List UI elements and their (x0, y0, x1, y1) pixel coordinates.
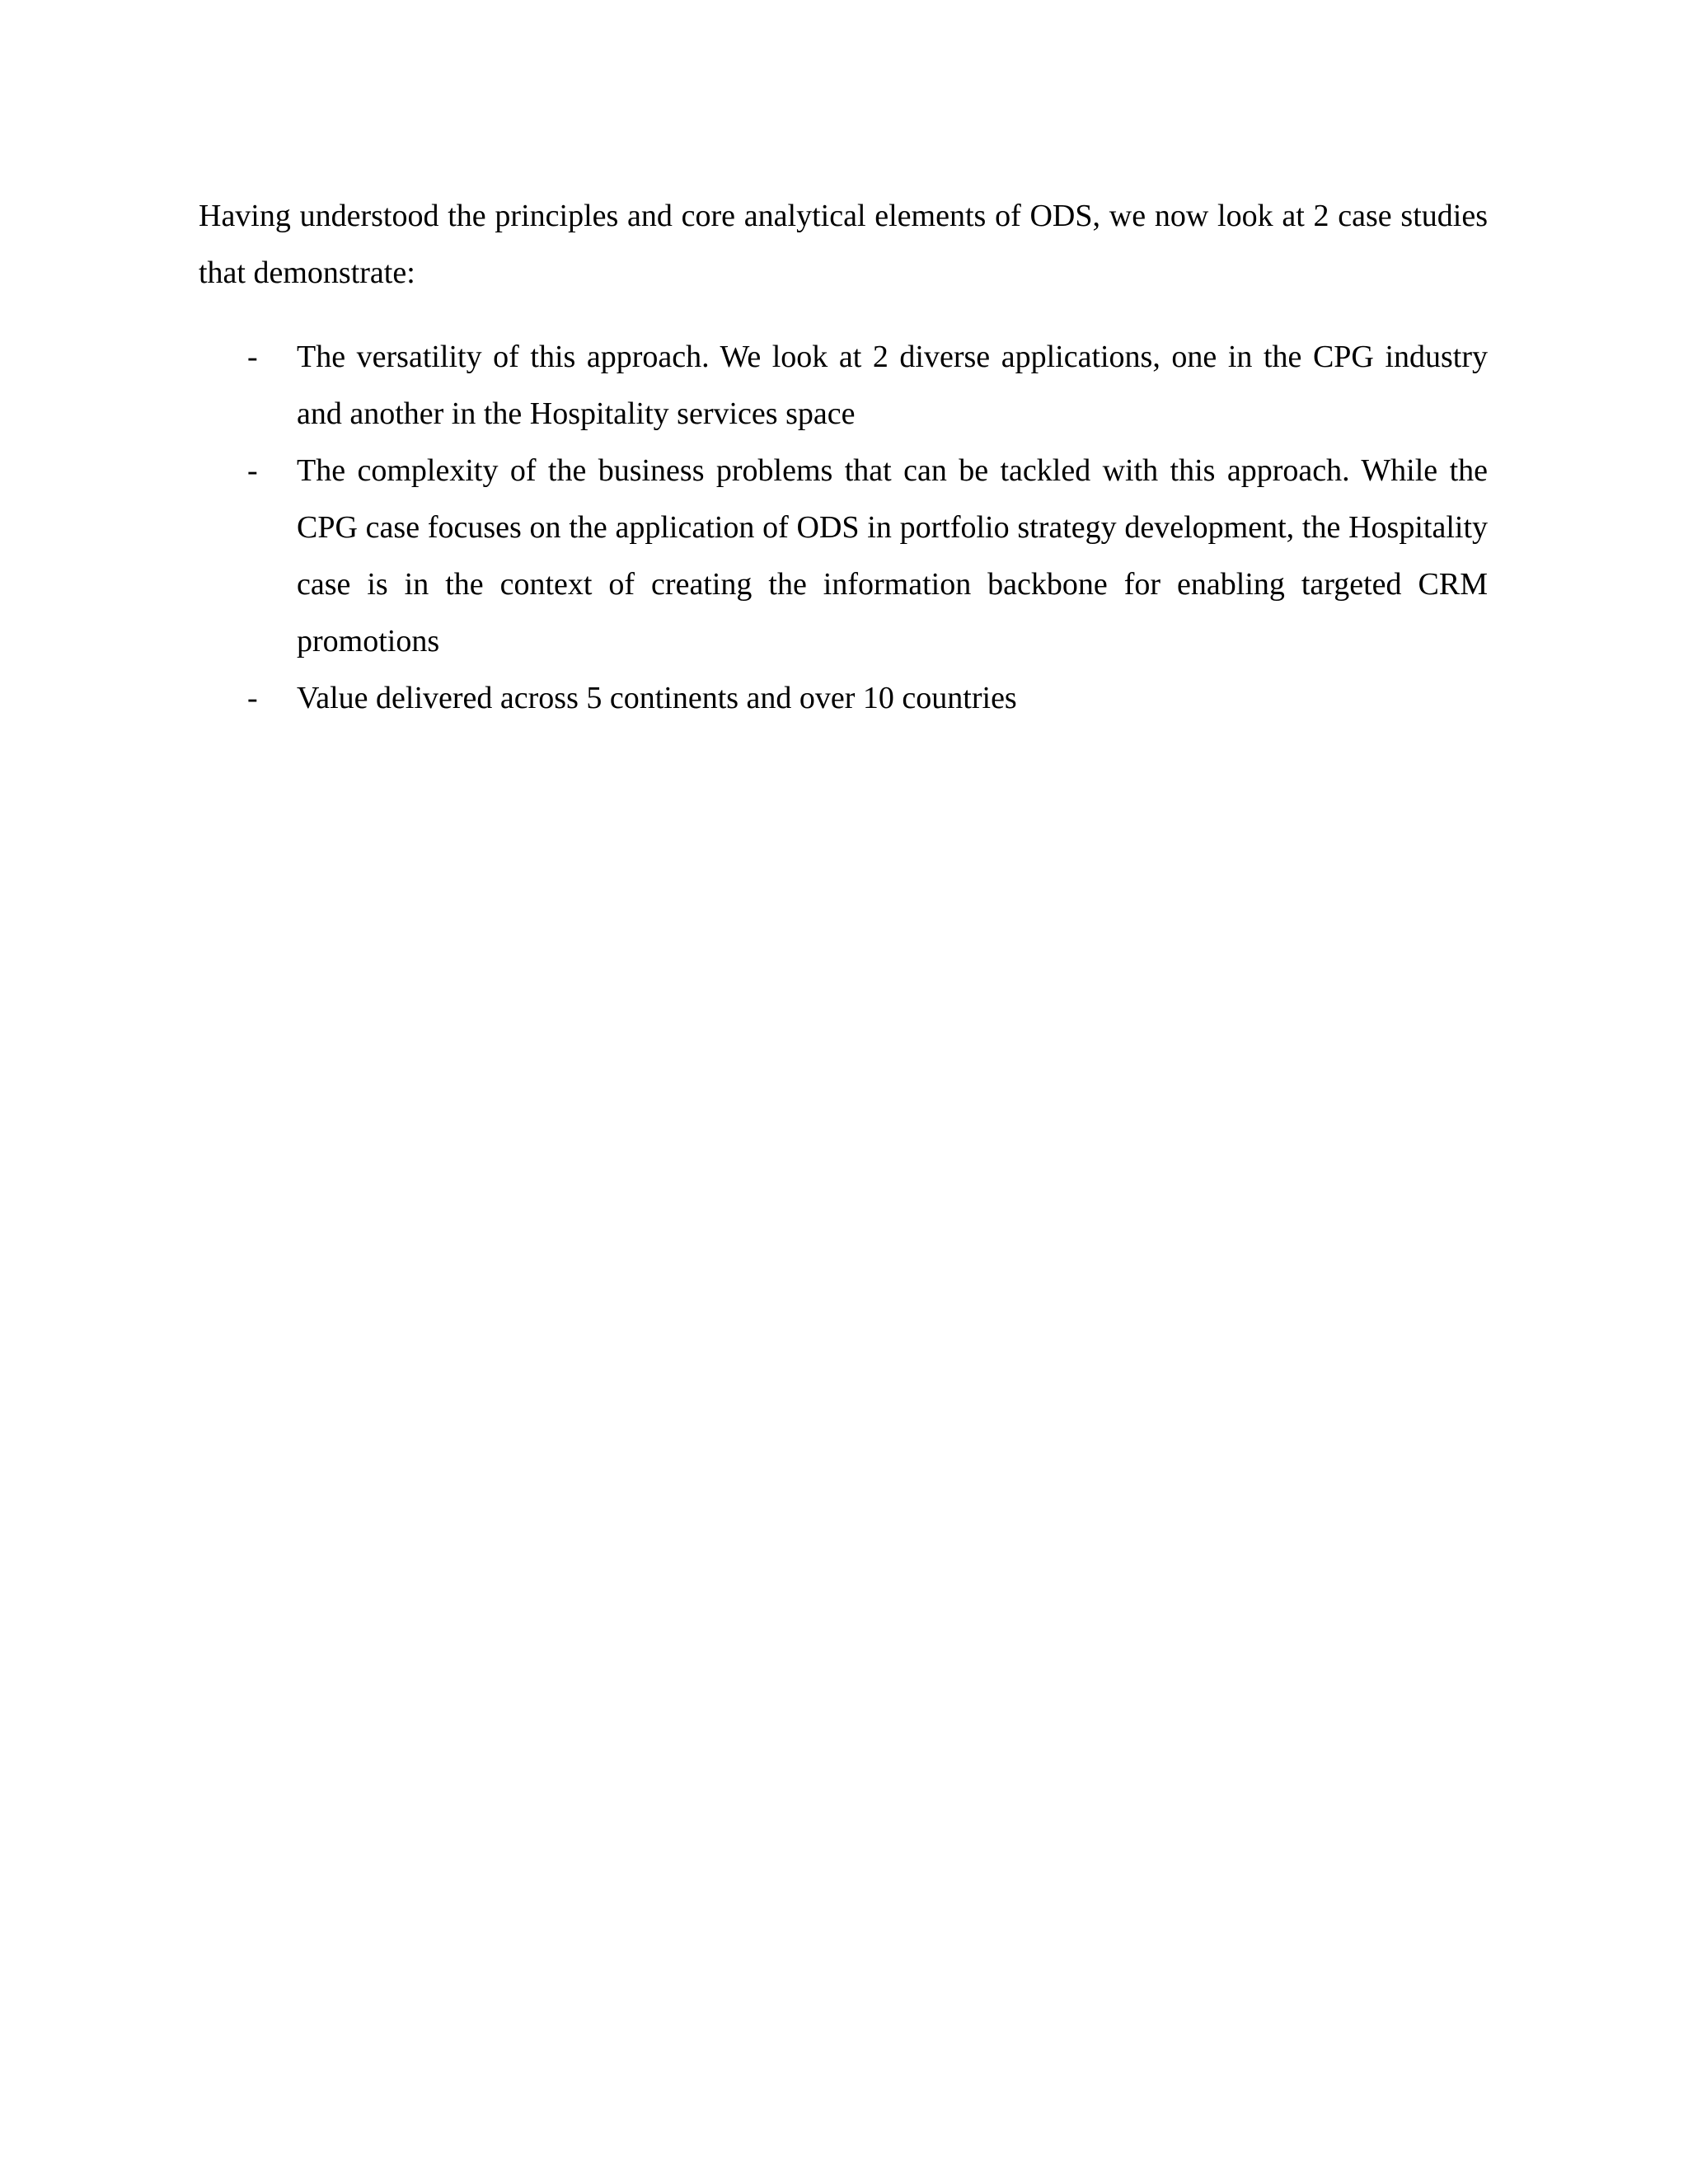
bullet-list (199, 329, 1488, 727)
bullet-marker: - (247, 681, 258, 715)
list-item (199, 329, 1488, 443)
list-item-text: Value delivered across 5 continents and over 10 countries (297, 681, 1017, 715)
intro-paragraph: Having understood the principles and core analytical elements of ODS, we now look at 2 case studies that demonstrate: (199, 199, 1488, 290)
bullet-marker: - (247, 453, 258, 488)
bullet-marker: - (247, 340, 258, 374)
list-item (199, 443, 1488, 670)
document-body (199, 188, 1488, 727)
list-item-text: The complexity of the business problems that can be tackled with this approach. While the CPG case focuses on the application of ODS in portfolio strategy development, the Hospitality case is in the context of creating the information backbone for enabling targeted CRM promotions (297, 453, 1488, 658)
list-item-text: The versatility of this approach. We look at 2 diverse applications, one in the CPG industry and another in the Hospitality services space (297, 340, 1488, 431)
list-item (199, 670, 1488, 727)
